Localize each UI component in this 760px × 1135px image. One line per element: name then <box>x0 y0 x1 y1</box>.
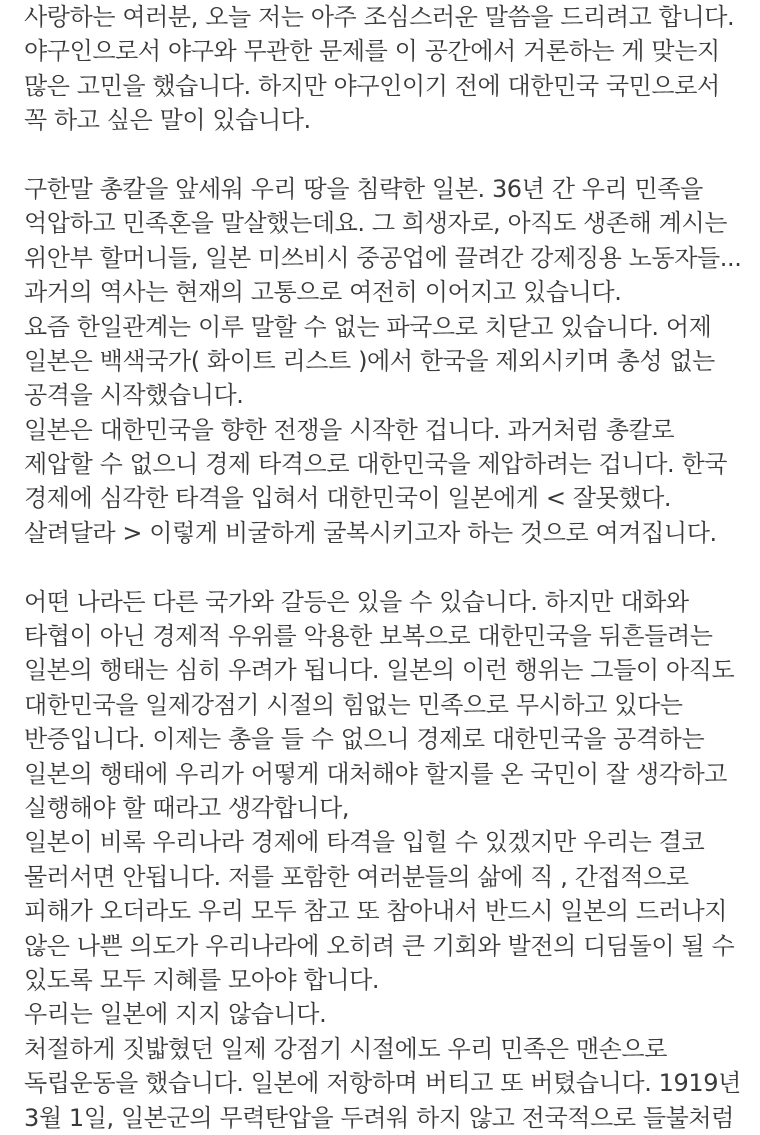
text-line: 억압하고 민족혼을 말살했는데요. 그 희생자로, 아직도 생존해 계시는 <box>24 209 728 238</box>
text-line: 일본의 행태는 심히 우려가 됩니다. 일본의 이런 행위는 그들이 아직도 <box>24 656 735 685</box>
text-line: 일본은 대한민국을 향한 전쟁을 시작한 겁니다. 과거처럼 총칼로 <box>24 415 675 444</box>
text-line: 제압할 수 없으니 경제 타격으로 대한민국을 제압하려는 겁니다. 한국 <box>24 450 728 479</box>
text-line: 3월 1일, 일본군의 무력탄압을 두려워 하지 않고 전국적으로 들불처럼 <box>24 1103 734 1132</box>
text-line: 야구인으로서 야구와 무관한 문제를 이 공간에서 거론하는 게 맞는지 <box>24 37 720 66</box>
article-body <box>24 0 754 1135</box>
paragraph-gap <box>24 138 754 172</box>
text-line: 처절하게 짓밟혔던 일제 강점기 시절에도 우리 민족은 맨손으로 <box>24 1034 667 1063</box>
text-line: 어떤 나라든 다른 국가와 갈등은 있을 수 있습니다. 하지만 대화와 <box>24 587 689 616</box>
text-line: 일본은 백색국가( 화이트 리스트 )에서 한국을 제외시키며 총성 없는 <box>24 346 715 375</box>
text-line: 과거의 역사는 현재의 고통으로 여전히 이어지고 있습니다. <box>24 278 622 307</box>
text-line: 위안부 할머니들, 일본 미쓰비시 중공업에 끌려간 강제징용 노동자들... <box>24 243 742 272</box>
text-line: 꼭 하고 싶은 말이 있습니다. <box>24 106 311 135</box>
text-line: 일본이 비록 우리나라 경제에 타격을 입힐 수 있겠지만 우리는 결코 <box>24 828 705 857</box>
text-line: 살려달라 > 이렇게 비굴하게 굴복시키고자 하는 것으로 여겨집니다. <box>24 518 717 547</box>
paragraph-history <box>24 172 754 550</box>
paragraph-gap <box>24 550 754 584</box>
text-line: 사랑하는 여러분, 오늘 저는 아주 조심스러운 말씀을 드리려고 합니다. <box>24 3 735 31</box>
text-line: 일본의 행태에 우리가 어떻게 대처해야 할지를 온 국민이 잘 생각하고 <box>24 759 728 788</box>
text-line: 반증입니다. 이제는 총을 들 수 없으니 경제로 대한민국을 공격하는 <box>24 725 705 754</box>
text-line: 경제에 심각한 타격을 입혀서 대한민국이 일본에게 < 잘못했다. <box>24 484 672 513</box>
text-line: 않은 나쁜 의도가 우리나라에 오히려 큰 기회와 발전의 디딤돌이 될 수 <box>24 931 735 960</box>
text-line: 대한민국을 일제강점기 시절의 힘없는 민족으로 무시하고 있다는 <box>24 690 683 719</box>
text-line: 요즘 한일관계는 이루 말할 수 없는 파국으로 치닫고 있습니다. 어제 <box>24 312 712 341</box>
text-line: 실행해야 할 때라고 생각합니다, <box>24 793 350 822</box>
text-line: 공격을 시작했습니다. <box>24 381 244 410</box>
text-line: 독립운동을 했습니다. 일본에 저항하며 버티고 또 버텼습니다. 1919년 <box>24 1069 741 1098</box>
text-line: 피해가 오더라도 우리 모두 참고 또 참아내서 반드시 일본의 드러나지 <box>24 897 728 926</box>
text-line: 많은 고민을 했습니다. 하지만 야구인이기 전에 대한민국 국민으로서 <box>24 71 720 100</box>
text-line: 물러서면 안됩니다. 저를 포함한 여러분들의 삶에 직 , 간접적으로 <box>24 862 689 891</box>
paragraph-intro <box>24 0 754 138</box>
text-line: 구한말 총칼을 앞세워 우리 땅을 침략한 일본. 36년 간 우리 민족을 <box>24 174 703 203</box>
paragraph-conflict <box>24 585 754 1135</box>
text-line: 있도록 모두 지혜를 모아야 합니다. <box>24 965 380 994</box>
text-line: 우리는 일본에 지지 않습니다. <box>24 1000 327 1029</box>
text-line: 타협이 아닌 경제적 우위를 악용한 보복으로 대한민국을 뒤흔들려는 <box>24 622 713 651</box>
